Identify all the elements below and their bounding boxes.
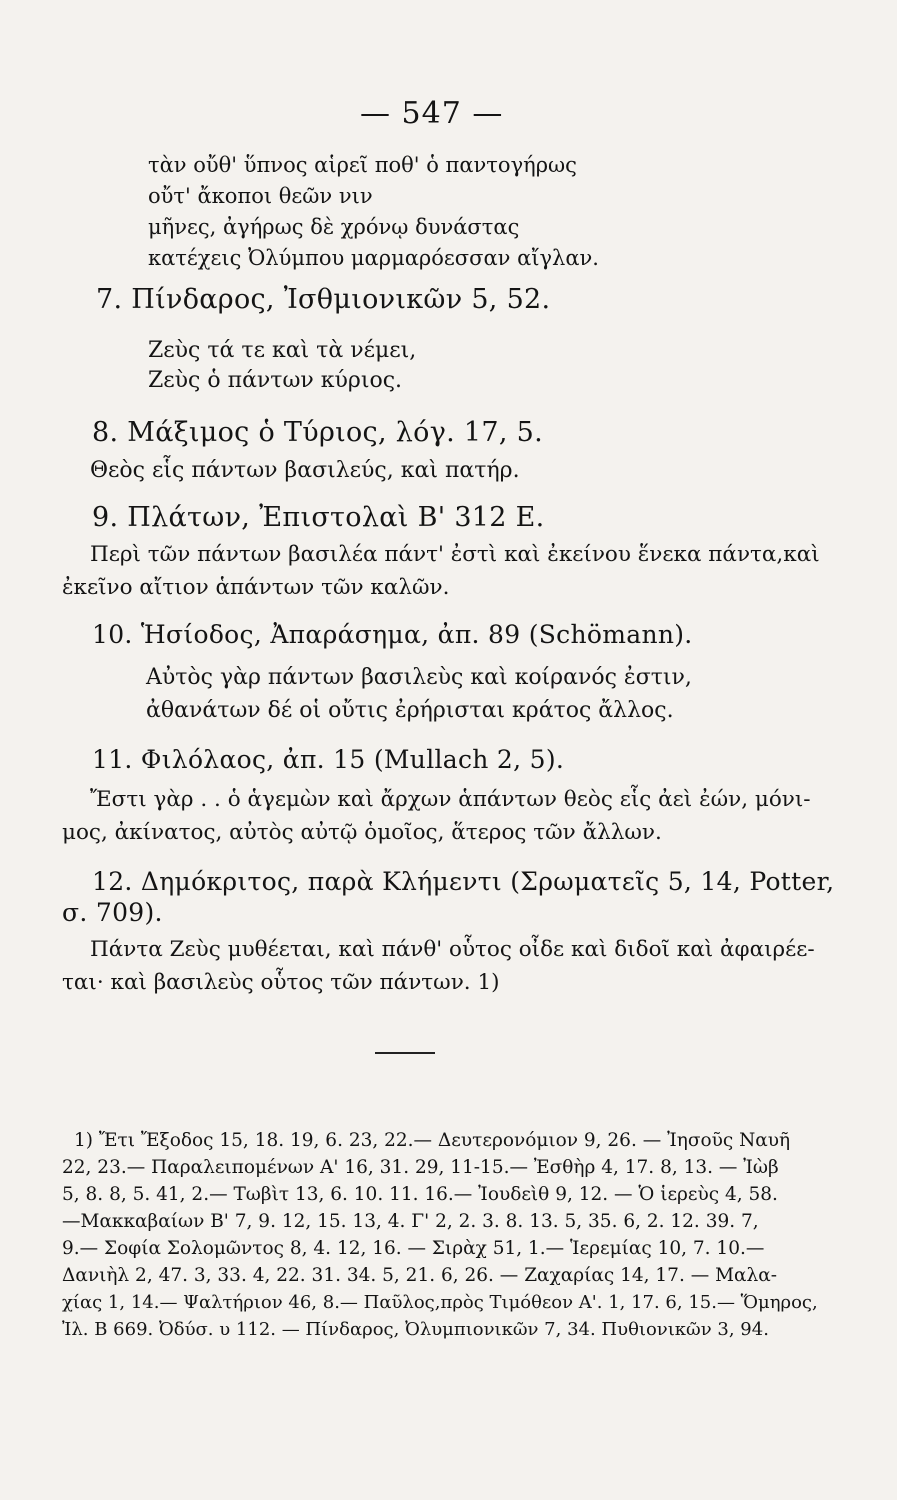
prose-line: μος, ἀκίνατος, αὐτὸς αὐτῷ ὁμοῖος, ἅτερος τῶν ἄλλων.	[62, 820, 662, 845]
section-heading-8: 8. Μάξιμος ὁ Τύριος, λόγ. 17, 5.	[92, 417, 543, 448]
footnote-line: 5, 8. 8, 5. 41, 2.— Τωβὶτ 13, 6. 10. 11. 16.— Ἰουδεὶθ 9, 12. — Ὁ ἱερεὺς 4, 58.	[62, 1184, 778, 1205]
prose-line: ἐκεῖνο αἴτιον ἁπάντων τῶν καλῶν.	[62, 575, 450, 600]
prose-line: Ἔστι γὰρ . . ὁ ἁγεμὼν καὶ ἄρχων ἁπάντων θεὸς εἷς ἀεὶ ἐών, μόνι-	[90, 787, 811, 812]
verse-line: ἀθανάτων δέ οἱ οὔτις ἐρήρισται κράτος ἄλλος.	[146, 698, 674, 723]
section-heading-10: 10. Ἡσίοδος, Ἀπαράσημα, ἀπ. 89 (Schömann).	[92, 620, 693, 649]
prose-line: Περὶ τῶν πάντων βασιλέα πάντ' ἐστὶ καὶ ἐκείνου ἕνεκα πάντα,καὶ	[90, 542, 820, 567]
page-number: — 547 —	[360, 96, 504, 131]
footnote-line: χίας 1, 14.— Ψαλτήριον 46, 8.— Παῦλος,πρὸς Τιμόθεον Α'. 1, 17. 6, 15.— Ὅμηρος,	[62, 1292, 818, 1313]
section-heading-9: 9. Πλάτων, Ἐπιστολαὶ Β' 312 Ε.	[92, 502, 545, 533]
verse-line: Ζεὺς ὁ πάντων κύριος.	[148, 368, 403, 393]
section-heading-7: 7. Πίνδαρος, Ἰσθμιονικῶν 5, 52.	[96, 284, 551, 315]
poem-line: κατέχεις Ὀλύμπου μαρμαρόεσσαν αἴγλαν.	[148, 246, 599, 270]
footnote-line: Ἰλ. Β 669. Ὀδύσ. υ 112. — Πίνδαρος, Ὀλυμπιονικῶν 7, 34. Πυθιονικῶν 3, 94.	[62, 1319, 769, 1340]
prose-line: Πάντα Ζεὺς μυθέεται, καὶ πάνθ' οὗτος οἶδε καὶ διδοῖ καὶ ἀφαιρέε-	[90, 937, 815, 962]
section-heading-11: 11. Φιλόλαος, ἀπ. 15 (Mullach 2, 5).	[92, 745, 565, 774]
section-heading-12: 12. Δημόκριτος, παρὰ Κλήμεντι (Σρωματεῖς 5, 14, Potter,	[92, 867, 835, 896]
prose-line: Θεὸς εἷς πάντων βασιλεύς, καὶ πατήρ.	[90, 458, 520, 483]
footnote-line: Δανιὴλ 2, 47. 3, 33. 4, 22. 31. 34. 5, 21. 6, 26. — Ζαχαρίας 14, 17. — Μαλα-	[62, 1265, 777, 1286]
prose-line: ται· καὶ βασιλεὺς οὗτος τῶν πάντων. 1)	[62, 970, 500, 995]
poem-line: οὔτ' ἄκοποι θεῶν νιν	[148, 184, 373, 208]
section-divider	[375, 1052, 435, 1054]
poem-line: τὰν οὔθ' ὕπνος αἱρεῖ ποθ' ὁ παντογήρως	[148, 153, 577, 177]
verse-line: Ζεὺς τά τε καὶ τὰ νέμει,	[148, 338, 417, 363]
footnote-line: 1) Ἔτι Ἔξοδος 15, 18. 19, 6. 23, 22.— Δευτερονόμιον 9, 26. — Ἰησοῦς Ναυῆ	[74, 1130, 791, 1151]
poem-line: μῆνες, ἀγήρως δὲ χρόνῳ δυνάστας	[148, 215, 520, 239]
footnote-line: 22, 23.— Παραλειπομένων Α' 16, 31. 29, 11-15.— Ἐσθὴρ 4, 17. 8, 13. — Ἰὼβ	[62, 1157, 779, 1178]
section-heading-12-cont: σ. 709).	[62, 898, 163, 927]
footnote-line: 9.— Σοφία Σολομῶντος 8, 4. 12, 16. — Σιρὰχ 51, 1.— Ἱερεμίας 10, 7. 10.—	[62, 1238, 765, 1259]
verse-line: Αὐτὸς γὰρ πάντων βασιλεὺς καὶ κοίρανός ἐστιν,	[146, 665, 692, 690]
footnote-line: —Μακκαβαίων Β' 7, 9. 12, 15. 13, 4. Γ' 2, 2. 3. 8. 13. 5, 35. 6, 2. 12. 39. 7,	[62, 1211, 759, 1232]
